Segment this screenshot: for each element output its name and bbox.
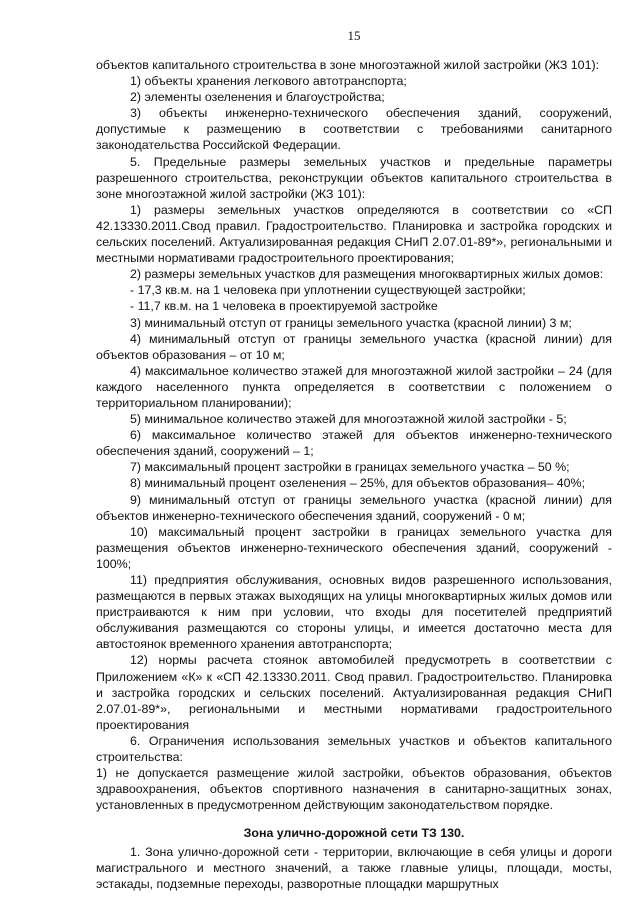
list-item: 7) максимальный процент застройки в границах земельного участка – 50 %; bbox=[130, 460, 570, 475]
list-item: 2) размеры земельных участков для размещения многоквартирных жилых домов: bbox=[130, 267, 604, 282]
list-item: 4) минимальный отступ от границы земельного участка (красной линии) для объектов образования – от 10 м; bbox=[96, 331, 612, 362]
dash-item: - 17,3 кв.м. на 1 человека при уплотнении существующей застройки; bbox=[130, 283, 526, 298]
list-item: 8) минимальный процент озеленения – 25%, для объектов образования– 40%; bbox=[130, 476, 586, 491]
dash-item: - 11,7 кв.м. на 1 человека в проектируемой застройке bbox=[130, 299, 438, 314]
page-number: 15 bbox=[347, 28, 361, 43]
list-item: 11) предприятия обслуживания, основных видов разрешенного использования, размещаются в первых этажах выходящих на улицы многоквартирных жилых домов или пристраиваются к ним при условии, что входы для посетителей предприятий обслуживания размещаются со стороны улицы, и имеется достаточно места для автостоянок временного хранения автотранспорта; bbox=[96, 573, 612, 652]
paragraph: 1. Зона улично-дорожной сети - территории, включающие в себя улицы и дороги магистрального и местного значений, а также главные улицы, площади, мосты, эстакады, подземные переходы, разворотные площадки маршрутных bbox=[96, 844, 612, 891]
list-item: 1) объекты хранения легкового автотранспорта; bbox=[130, 74, 407, 89]
list-item: 3) минимальный отступ от границы земельного участка (красной линии) 3 м; bbox=[130, 315, 572, 330]
section-heading: Зона улично-дорожной сети ТЗ 130. bbox=[243, 826, 465, 841]
list-item: 5) минимальное количество этажей для многоэтажной жилой застройки - 5; bbox=[130, 412, 567, 427]
list-item: 2) элементы озеленения и благоустройства; bbox=[130, 90, 385, 105]
paragraph: объектов капитального строительства в зоне многоэтажной жилой застройки (ЖЗ 101): bbox=[96, 58, 600, 72]
list-item: 9) минимальный отступ от границы земельного участка (красной линии) для объектов инженерно-технического обеспечения зданий, сооружений - 0 м; bbox=[96, 492, 612, 523]
list-item: 6) максимальное количество этажей для объектов инженерно-технического обеспечения зданий, сооружений – 1; bbox=[96, 428, 612, 459]
list-item: 1) размеры земельных участков определяются в соответствии со «СП 42.13330.2011.Свод правил. Градостроительство. Планировка и застройка городских и сельских поселений. Актуализированная редакция СНиП 2.07.01-89*», региональными и местными нормативами градостроительного проектирования; bbox=[96, 202, 612, 266]
list-item: 1) не допускается размещение жилой застройки, объектов образования, объектов здравоохранения, объектов спортивного назначения в санитарно-защитных зонах, установленных в предусмотренном действующим законодательством порядке. bbox=[96, 766, 612, 813]
list-item: 12) нормы расчета стоянок автомобилей предусмотреть в соответствии с Приложением «К» к «СП 42.13330.2011. Свод правил. Градостроительство. Планировка и застройка городских и сельских поселений. Актуализированная редакция СНиП 2.07.01-89*», региональными и местными нормативами градостроительного проектирования bbox=[96, 653, 612, 732]
list-item: 4) максимальное количество этажей для многоэтажной жилой застройки – 24 (для каждого населенного пункта определяется в соответствии с положением о территориальном планировании); bbox=[96, 363, 612, 410]
section-body-text bbox=[96, 844, 612, 892]
section-item: 5. Предельные размеры земельных участков и предельные параметры разрешенного строительства, реконструкции объектов капитального строительства в зоне многоэтажной жилой застройки (ЖЗ 101): bbox=[96, 154, 612, 201]
list-item: 3) объекты инженерно-технического обеспечения зданий, сооружений, допустимые к размещению в соответствии с требованиями санитарного законодательства Российской Федерации. bbox=[96, 106, 612, 153]
list-item: 10) максимальный процент застройки в границах земельного участка для размещения объектов инженерно-технического обеспечения зданий, сооружений - 100%; bbox=[96, 524, 612, 571]
body-text bbox=[96, 57, 612, 813]
section-item: 6. Ограничения использования земельных участков и объектов капитального строительства: bbox=[96, 733, 612, 765]
